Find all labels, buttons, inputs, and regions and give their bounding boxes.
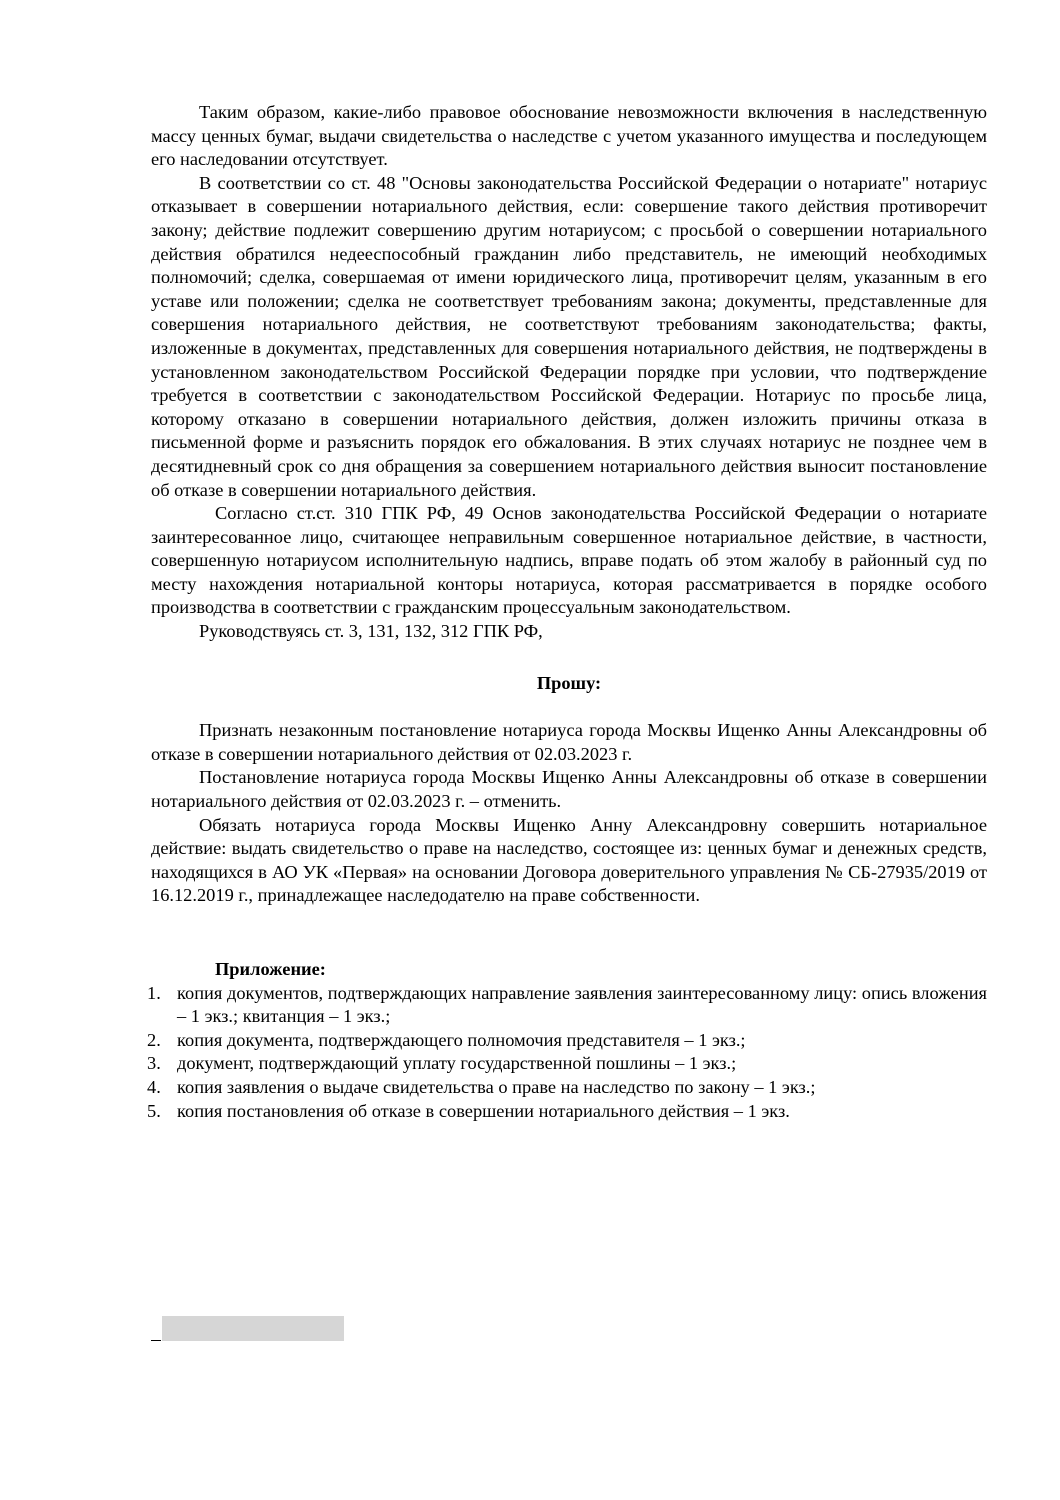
signature-underline [151,1340,161,1341]
spacer [151,908,987,958]
list-text: копия заявления о выдаче свидетельства о праве на наследство по закону – 1 экз.; [177,1076,816,1097]
appendix-item-1 [147,982,987,1029]
document-page [147,101,987,1123]
request-item-2: Постановление нотариуса города Москвы Ищенко Анны Александровны об отказе в совершении нотариального действия от 02.03.2023 г. – отменить. [151,767,987,812]
spacer [151,695,987,719]
list-number: 5. [147,1100,161,1121]
paragraph-conclusion: Таким образом, какие-либо правовое обоснование невозможности включения в наследственную массу ценных бумаг, выдачи свидетельства о наследстве с учетом указанного имущества и последующем его наследовании отсутствует. [151,102,987,170]
list-number: 2. [147,1029,161,1050]
appendix-item-3 [147,1052,987,1076]
request-item-1: Признать незаконным постановление нотариуса города Москвы Ищенко Анны Александровны об отказе в совершении нотариального действия от 02.03.2023 г. [151,720,987,764]
appendix-title: Приложение: [215,959,326,979]
request-heading: Прошу: [536,672,602,693]
list-text: копия документа, подтверждающего полномочия представителя – 1 экз.; [177,1029,746,1050]
list-number: 4. [147,1076,161,1097]
spacer [151,644,987,672]
appendix-list [147,982,987,1124]
appendix-item-5 [147,1100,987,1124]
redacted-signature-block [162,1316,344,1341]
list-number: 3. [147,1053,161,1074]
list-text: копия документов, подтверждающих направление заявления заинтересованному лицу: опись вложения – 1 экз.; квитанция – 1 экз.; [177,982,987,1027]
list-text: копия постановления об отказе в совершении нотариального действия – 1 экз. [177,1100,790,1121]
appendix-item-2 [147,1029,987,1053]
list-text: документ, подтверждающий уплату государственной пошлины – 1 экз.; [177,1053,737,1074]
request-item-3: Обязать нотариуса города Москвы Ищенко Анну Александровну совершить нотариальное действие: выдать свидетельство о праве на наследство, состоящее из: ценных бумаг и денежных средств, находящихся в АО УК «Первая» на основании Договора доверительного управления № СБ-27935/2019 от 16.12.2019 г., принадлежащее наследодателю на праве собственности. [151,814,987,906]
paragraph-guided-by: Руководствуясь ст. 3, 131, 132, 312 ГПК РФ, [199,621,543,642]
paragraph-article-48: В соответствии со ст. 48 "Основы законодательства Российской Федерации о нотариате" нотариус отказывает в совершении нотариального действия, если: совершение такого действия противоречит закону; действие подлежит совершению другим нотариусом; с просьбой о совершении нотариального действия обратился недееспособный гражданин либо представитель, не имеющий необходимых полномочий; сделка, совершаемая от имени юридического лица, противоречит целям, указанным в его уставе или положении; сделка не соответствует требованиям закона; документы, представленные для совершения нотариального действия, не соответствуют требованиям законодательства; факты, изложенные в документах, представленных для совершения нотариального действия, не подтверждены в установленном законодательством Российской Федерации порядке при условии, что подтверждение требуется в соответствии с законодательством Российской Федерации. Нотариус по просьбе лица, которому отказано в совершении нотариального действия, должен изложить причины отказа в письменной форме и разъяснить порядок его обжалования. В этих случаях нотариус не позднее чем в десятидневный срок со дня обращения за совершением нотариального действия выносит постановление об отказе в совершении нотариального действия. [151,172,987,500]
list-number: 1. [147,982,161,1003]
appendix-item-4 [147,1076,987,1100]
paragraph-article-310: Согласно ст.ст. 310 ГПК РФ, 49 Основ законодательства Российской Федерации о нотариате заинтересованное лицо, считающее неправильным совершенное нотариальное действие, в частности, совершенную нотариусом исполнительную надпись, вправе подать об этом жалобу в районный суд по месту нахождения нотариальной конторы нотариуса, которая рассматривается в порядке особого производства в соответствии с гражданским процессуальным законодательством. [151,503,987,618]
